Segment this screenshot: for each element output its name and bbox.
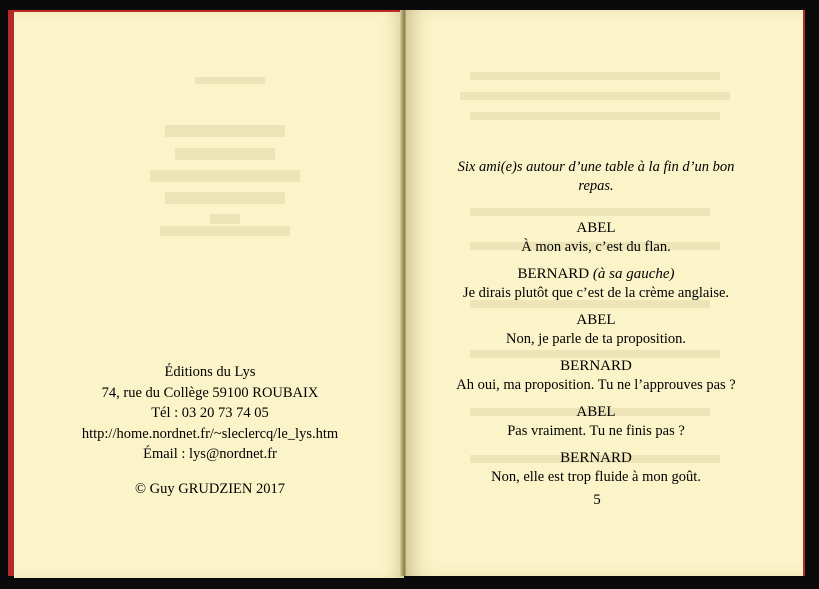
dialogue-line: À mon avis, c’est du flan.: [521, 239, 671, 255]
publisher-phone: Tél : 03 20 73 74 05: [151, 405, 269, 421]
dialogue-line: Je dirais plutôt que c’est de la crème anglaise.: [462, 285, 730, 301]
speaker-name: BERNARD (à sa gauche): [517, 266, 675, 282]
speaker-name: BERNARD: [560, 450, 632, 466]
publisher-imprint: [80, 362, 340, 499]
dialogue-block: [446, 403, 746, 441]
dialogue-line: Pas vraiment. Tu ne finis pas ?: [507, 423, 685, 439]
dialogue-block: [446, 219, 746, 257]
dialogue-line: Non, elle est trop fluide à mon goût.: [491, 469, 701, 485]
copyright-notice: © Guy GRUDZIEN 2017: [135, 480, 285, 497]
speaker-name: ABEL: [576, 312, 616, 328]
dialogue-block: [446, 265, 746, 303]
dialogue-line: Non, je parle de ta proposition.: [506, 331, 686, 347]
publisher-name: Éditions du Lys: [164, 364, 256, 380]
speaker-name: BERNARD: [560, 358, 632, 374]
speaker-name: ABEL: [576, 404, 616, 420]
speaker-name: ABEL: [576, 220, 616, 236]
stage-direction: Six ami(e)s autour d’une table à la fin d’un bon repas.: [457, 159, 735, 194]
publisher-url: http://home.nordnet.fr/~sleclercq/le_lys.htm: [81, 425, 339, 442]
dialogue-line: Ah oui, ma proposition. Tu ne l’approuves pas ?: [456, 377, 736, 393]
publisher-email: Émail : lys@nordnet.fr: [143, 446, 277, 462]
play-text: [446, 158, 746, 495]
dialogue-block: [446, 449, 746, 487]
stage-aside: (à sa gauche): [592, 266, 675, 282]
publisher-address: 74, rue du Collège 59100 ROUBAIX: [101, 384, 319, 401]
page-number: 5: [593, 492, 601, 508]
dialogue-block: [446, 311, 746, 349]
dialogue-block: [446, 357, 746, 395]
